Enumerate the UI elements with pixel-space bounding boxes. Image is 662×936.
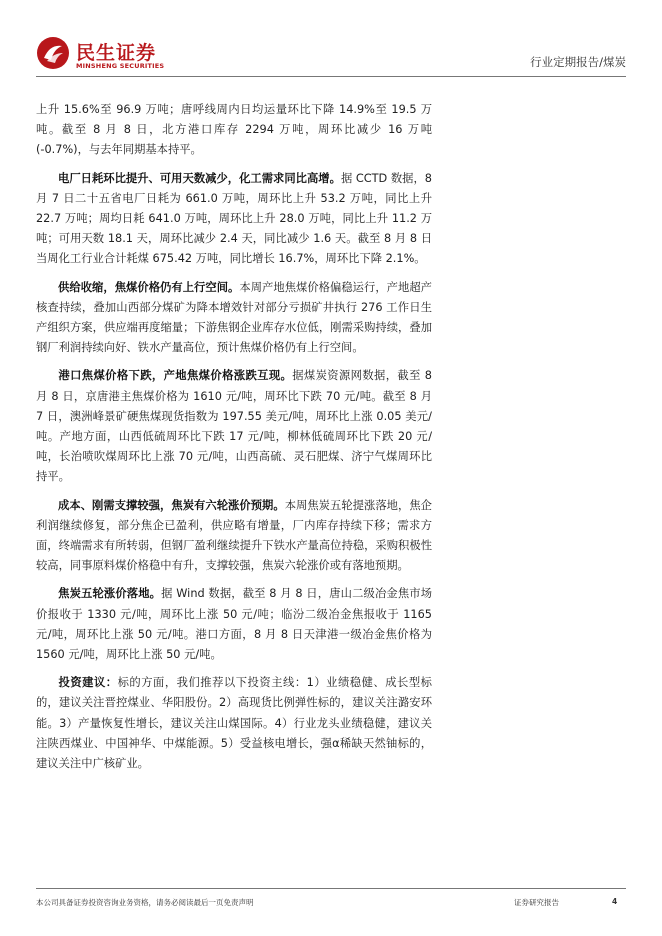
paragraph-lead: 焦炭五轮涨价落地。 — [58, 587, 162, 601]
brand-name-en: MINSHENG SECURITIES — [76, 62, 165, 70]
paragraph-text: 上升 15.6%至 96.9 万吨；唐呼线周内日均运量环比下降 14.9%至 19.5 万吨。截至 8 月 8 日，北方港口库存 2294 万吨，周环比减少 16 万吨(-0.7%)，与去年同期基本持平。 — [36, 103, 432, 157]
brand-logo — [36, 36, 166, 72]
footer-doc-type: 证券研究报告 — [514, 898, 559, 907]
paragraph-lead: 供给收缩，焦煤价格仍有上行空间。 — [58, 280, 240, 294]
paragraph-text: 标的方面，我们推荐以下投资主线：1）业绩稳健、成长型标的，建议关注晋控煤业、华阳股份。2）高现货比例弹性标的，建议关注潞安环能。3）产量恢复性增长，建议关注山煤国际。4）行业龙头业绩稳健，建议关注陕西煤业、中国神华、中煤能源。5）受益核电增长，强α稀缺天然铀标的，建议关注中广核矿业。 — [36, 676, 432, 771]
footer-divider — [36, 888, 626, 889]
header-divider — [36, 76, 626, 77]
paragraph-text: 本周焦炭五轮提涨落地，焦企利润继续修复，部分焦企已盈利，供应略有增量，厂内库存持续下移；需求方面，终端需求有所转弱，但钢厂盈利继续提升下铁水产量高位持稳，采购积极性较高，同事原料煤价格稳中有升，支撑较强，焦炭六轮涨价或有落地预期。 — [36, 498, 432, 573]
paragraph-investment-advice — [36, 673, 432, 774]
paragraph-text: 据 CCTD 数据，8 月 7 日二十五省电厂日耗为 661.0 万吨，周环比上升 53.2 万吨，同比上升 22.7 万吨；周均日耗 641.0 万吨，周环比上升 28.0 万吨，同比上升 11.2 万吨；可用天数 18.1 天，周环比减少 2.4 天，同比减少 1.6 天。截至 8 月 8 日当周化工行业合计耗煤 675.42 万吨，同比增长 16.7%，周环比下降 2.1%。 — [36, 171, 432, 266]
paragraph-power-plant-consumption — [36, 169, 432, 270]
minsheng-logo-icon — [36, 36, 70, 70]
paragraph-lead: 电厂日耗环比提升、可用天数减少，化工需求同比高增。 — [58, 171, 341, 185]
report-body — [36, 100, 432, 782]
paragraph-lead: 港口焦煤价格下跌，产地焦煤价格涨跌互现。 — [58, 369, 293, 383]
page-number: 4 — [612, 897, 618, 906]
paragraph-lead: 投资建议： — [58, 676, 118, 690]
paragraph-coke-prices — [36, 584, 432, 665]
paragraph-coke-outlook — [36, 496, 432, 577]
footer-disclaimer: 本公司具备证券投资咨询业务资格，请务必阅读最后一页免责声明 — [36, 898, 254, 907]
paragraph-port-inventory — [36, 100, 432, 161]
report-type-label: 行业定期报告/煤炭 — [530, 55, 626, 69]
paragraph-text: 本周产地焦煤价格偏稳运行，产地超产核查持续，叠加山西部分煤矿为降本增效针对部分亏损矿井执行 276 工作日生产组织方案，供应端再度缩量；下游焦钢企业库存水位低，刚需采购持续，叠加钢厂利润持续向好、铁水产量高位，预计焦煤价格仍有上行空间。 — [36, 280, 432, 355]
paragraph-coking-coal-supply — [36, 278, 432, 359]
paragraph-text: 据 Wind 数据，截至 8 月 8 日，唐山二级冶金焦市场价报收于 1330 元/吨，周环比上涨 50 元/吨；临汾二级冶金焦报收于 1165 元/吨，周环比上涨 50 元/吨。港口方面，8 月 8 日天津港一级冶金焦价格为 1560 元/吨，周环比上涨 50 元/吨。 — [36, 587, 432, 662]
paragraph-coking-coal-prices — [36, 366, 432, 487]
paragraph-text: 据煤炭资源网数据，截至 8 月 8 日，京唐港主焦煤价格为 1610 元/吨，周环比下跌 70 元/吨。截至 8 月 7 日，澳洲峰景矿硬焦煤现货指数为 197.55 美元/吨，周环比上涨 0.05 美元/吨。产地方面，山西低硫周环比下跌 17 元/吨，柳林低硫周环比下跌 20 元/吨，长治喷吹煤周环比上涨 70 元/吨，山西高硫、灵石肥煤、济宁气煤周环比持平。 — [36, 369, 432, 484]
brand-name-cn: 民生证券 — [76, 42, 157, 64]
paragraph-lead: 成本、刚需支撑较强，焦炭有六轮涨价预期。 — [58, 498, 285, 512]
